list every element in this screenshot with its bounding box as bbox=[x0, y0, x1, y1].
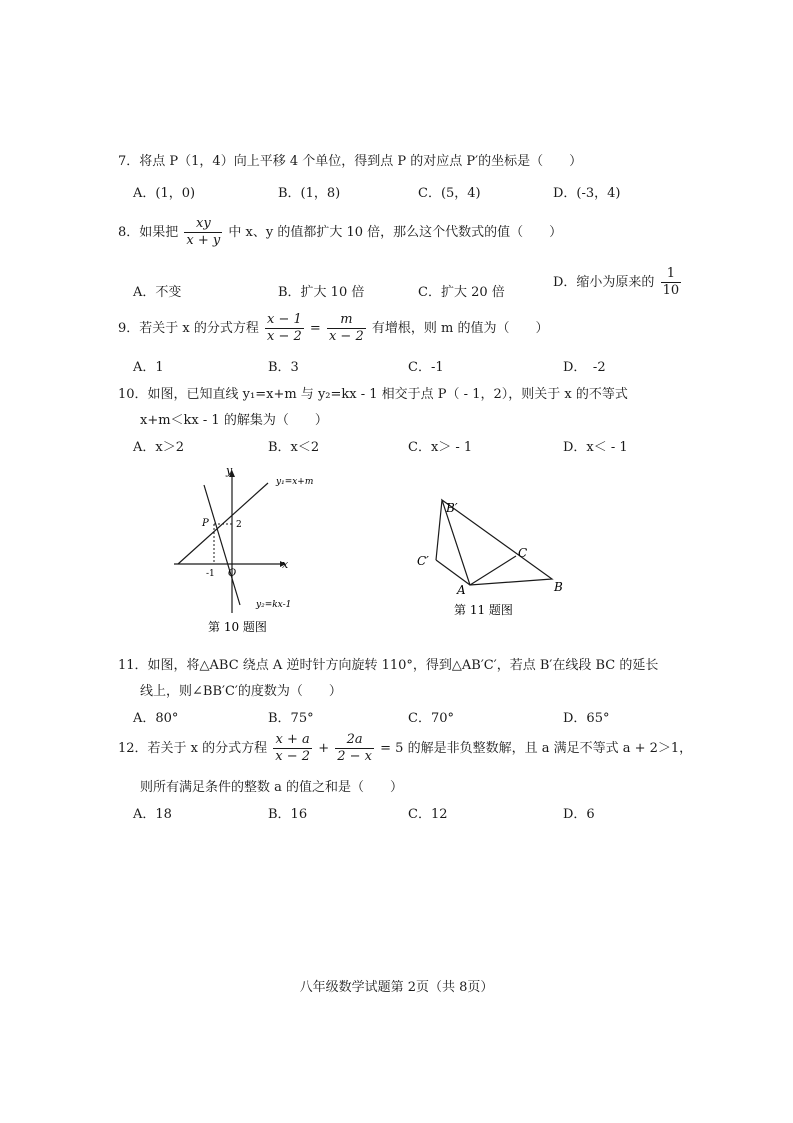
label-b-prime: B′ bbox=[446, 501, 458, 515]
q9-equals-sign: = bbox=[309, 321, 321, 336]
tick-x-label: -1 bbox=[206, 569, 215, 579]
q8-option-c: C．扩大 20 倍 bbox=[418, 285, 505, 300]
x-axis-label: x bbox=[282, 558, 289, 571]
q9-post-text: 有增根，则 m 的值为（ ） bbox=[371, 321, 549, 336]
q12-option-b: B．16 bbox=[268, 807, 308, 822]
q9-fraction-left bbox=[265, 312, 304, 345]
q9-option-b: B．3 bbox=[268, 360, 299, 375]
tick-y-label: 2 bbox=[236, 520, 242, 530]
question-12-line2: 则所有满足条件的整数 a 的值之和是（ ） bbox=[140, 780, 404, 795]
q10-option-b: B．x＜2 bbox=[268, 440, 320, 455]
label-a: A bbox=[457, 583, 466, 597]
y-axis-label: y bbox=[226, 465, 233, 477]
figure-11-caption: 第 11 题图 bbox=[454, 603, 513, 617]
q9-right-denominator: x − 2 bbox=[328, 329, 364, 344]
q12-fraction-right bbox=[335, 732, 374, 765]
segment-c-prime-a bbox=[436, 560, 470, 585]
q7-option-d: D．(-3，4) bbox=[553, 186, 621, 201]
q11-option-d: D．65° bbox=[563, 711, 610, 726]
q11-option-c: C．70° bbox=[408, 711, 454, 726]
q9-pre-text: 9．若关于 x 的分式方程 bbox=[118, 321, 259, 336]
q8-fraction bbox=[184, 216, 222, 249]
q12-plus-sign: + bbox=[318, 741, 330, 756]
origin-label: O bbox=[228, 568, 237, 579]
q9-right-numerator: m bbox=[327, 312, 366, 329]
q8-fraction-numerator: xy bbox=[184, 216, 222, 233]
figure-11-diagram bbox=[410, 490, 580, 625]
point-p-label: P bbox=[202, 518, 209, 529]
triangle-ab-prime-b bbox=[442, 500, 552, 585]
line-y2-label: y₂=kx-1 bbox=[256, 600, 292, 610]
q12-fraction-left bbox=[273, 732, 312, 765]
q7-option-b: B．(1，8) bbox=[278, 186, 341, 201]
label-c: C bbox=[518, 546, 528, 560]
q11-option-b: B．75° bbox=[268, 711, 314, 726]
figure-10-graph bbox=[168, 465, 318, 645]
q7-option-a: A．(1，0) bbox=[133, 186, 196, 201]
q8-option-d-fraction bbox=[661, 266, 682, 299]
q9-fraction-right bbox=[327, 312, 366, 345]
label-c-prime: C′ bbox=[417, 554, 429, 568]
q8-option-a: A．不变 bbox=[133, 285, 182, 300]
question-11-line1: 11．如图，将△ABC 绕点 A 逆时针方向旋转 110°，得到△AB′C′，若点 B′在线段 BC 的延长 bbox=[118, 658, 659, 673]
question-12-stem bbox=[118, 732, 692, 765]
q12-right-denominator: 2 − x bbox=[337, 749, 372, 764]
q8-option-d bbox=[553, 266, 683, 299]
q12-right-numerator: 2a bbox=[335, 732, 374, 749]
q9-left-denominator: x − 2 bbox=[267, 329, 302, 344]
q12-left-denominator: x − 2 bbox=[275, 749, 311, 764]
q9-option-d: D． -2 bbox=[563, 360, 606, 375]
q8-d-fraction-numerator: 1 bbox=[661, 266, 682, 283]
q8-d-fraction-denominator: 10 bbox=[662, 283, 680, 298]
q12-pre-text: 12．若关于 x 的分式方程 bbox=[118, 741, 268, 756]
q12-post-text: = 5 的解是非负整数解，且 a 满足不等式 a + 2＞1， bbox=[380, 741, 693, 756]
q8-pre-text: 8．如果把 bbox=[118, 225, 179, 240]
q9-left-numerator: x − 1 bbox=[267, 312, 302, 327]
question-7-stem: 7．将点 P（1，4）向上平移 4 个单位，得到点 P 的对应点 P′的坐标是（ ） bbox=[118, 154, 583, 169]
q12-option-d: D．6 bbox=[563, 807, 595, 822]
q12-option-a: A．18 bbox=[133, 807, 172, 822]
q11-option-a: A．80° bbox=[133, 711, 179, 726]
segment-b-prime-c-prime bbox=[436, 500, 442, 560]
q8-post-text: 中 x、y 的值都扩大 10 倍，那么这个代数式的值（ ） bbox=[228, 225, 563, 240]
label-b: B bbox=[554, 580, 563, 594]
page-footer: 八年级数学试题第 2页（共 8页） bbox=[299, 980, 494, 995]
line-y2 bbox=[204, 485, 240, 605]
q10-option-a: A．x＞2 bbox=[133, 440, 184, 455]
question-9-stem bbox=[118, 312, 548, 345]
q7-option-c: C．(5，4) bbox=[418, 186, 481, 201]
q12-option-c: C．12 bbox=[408, 807, 448, 822]
question-8-stem bbox=[118, 216, 562, 249]
q9-option-c: C．-1 bbox=[408, 360, 444, 375]
q12-left-numerator: x + a bbox=[273, 732, 312, 749]
segment-a-c bbox=[470, 556, 516, 585]
q8-option-b: B．扩大 10 倍 bbox=[278, 285, 365, 300]
question-10-line1: 10．如图，已知直线 y₁=x+m 与 y₂=kx - 1 相交于点 P（ - 1，2），则关于 x 的不等式 bbox=[118, 387, 628, 402]
q10-option-c: C．x＞ - 1 bbox=[408, 440, 473, 455]
q8-fraction-denominator: x + y bbox=[186, 233, 221, 248]
line-y1-label: y₁=x+m bbox=[276, 477, 314, 487]
question-11-line2: 线上，则∠BB′C′的度数为（ ） bbox=[140, 684, 342, 699]
q9-option-a: A．1 bbox=[133, 360, 164, 375]
question-10-line2: x+m＜kx - 1 的解集为（ ） bbox=[140, 413, 328, 428]
figure-10-caption: 第 10 题图 bbox=[208, 620, 267, 634]
q8-option-d-text: D．缩小为原来的 bbox=[553, 275, 655, 290]
q10-option-d: D．x＜ - 1 bbox=[563, 440, 628, 455]
